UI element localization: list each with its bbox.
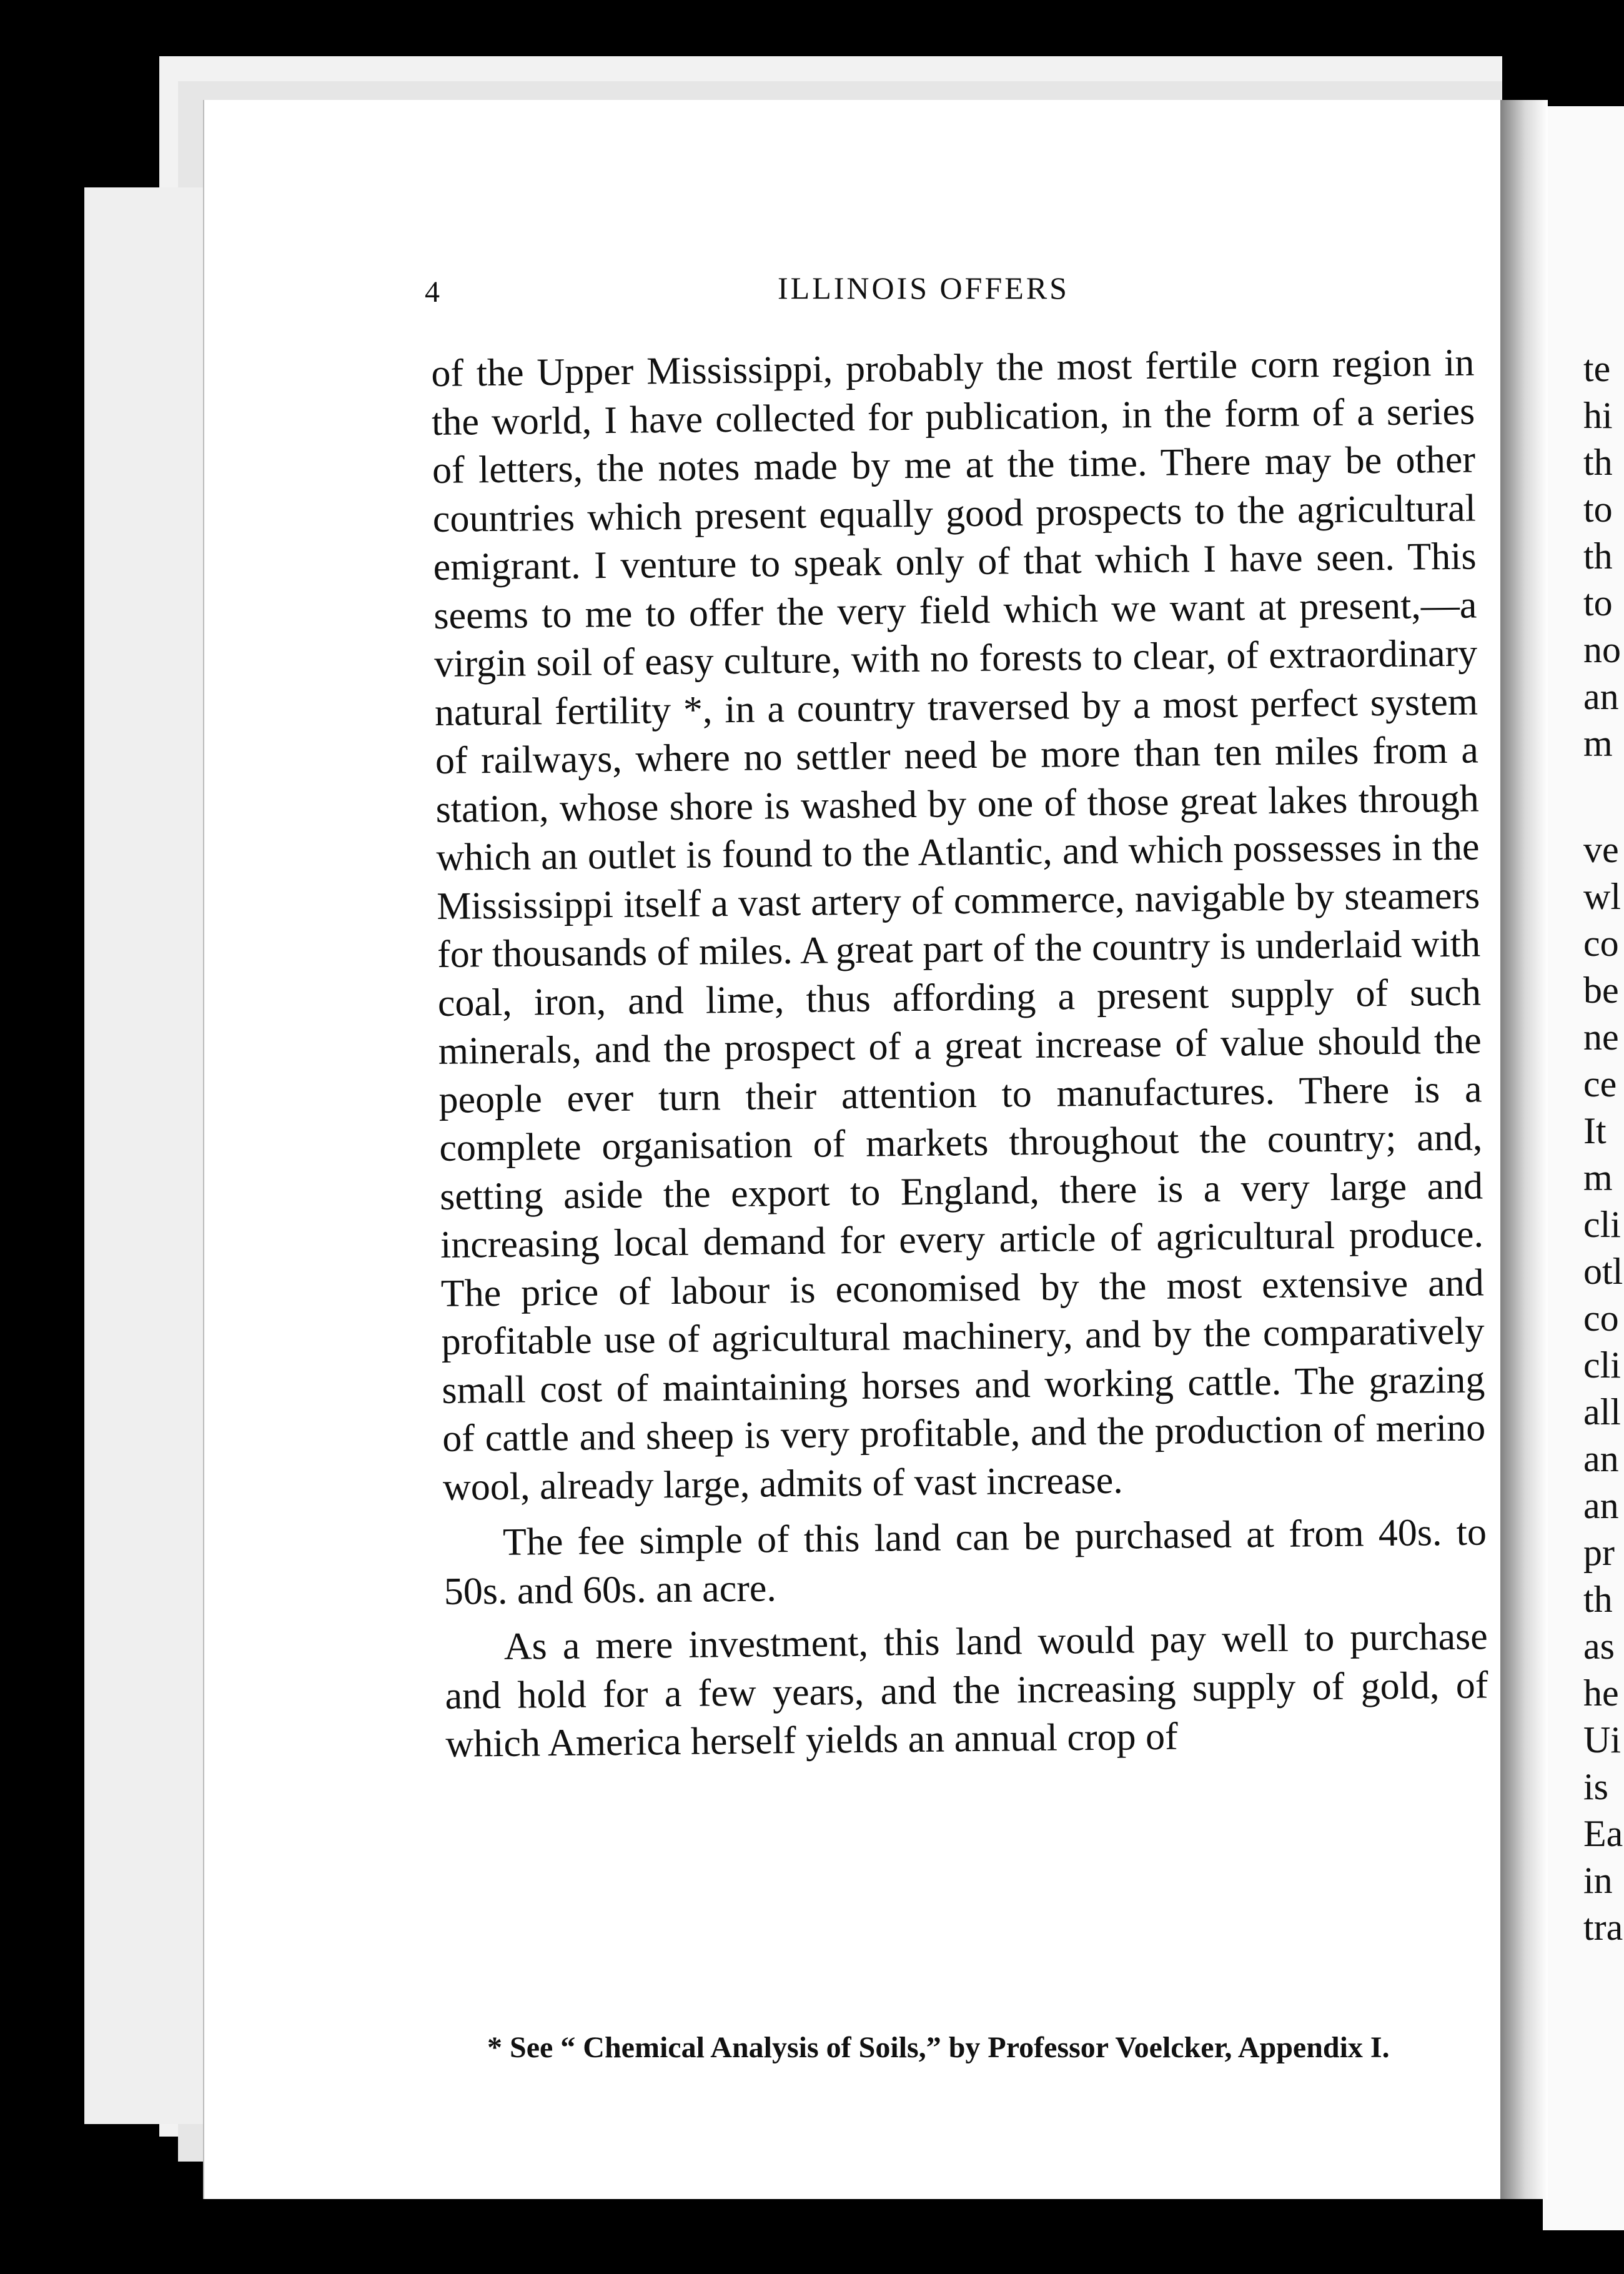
next-page-fragment: m (1583, 1157, 1613, 1198)
page-edge (84, 187, 209, 2124)
next-page-fragment: Ui (1583, 1719, 1621, 1760)
next-page-fragment: co (1583, 1298, 1619, 1339)
next-page-fragment: tra (1583, 1907, 1623, 1948)
next-page-fragment: It (1583, 1110, 1607, 1151)
next-page-fragment: all (1583, 1391, 1621, 1432)
paragraph: As a mere investment, this land would pay well to purchase and hold for a few years, and the increasing supply of gold, of which America herself yields an annual crop of (445, 1615, 1488, 1765)
next-page-fragment: Ea (1583, 1813, 1623, 1854)
next-page-fragment: ne (1583, 1016, 1619, 1058)
running-head: ILLINOIS OFFERS (778, 271, 1069, 305)
next-page-fragment: th (1583, 535, 1613, 577)
footnote: * See “ Chemical Analysis of Soils,” by Professor Voelcker, Appendix I. (487, 2031, 1390, 2064)
next-page-fragment: co (1583, 923, 1619, 964)
next-page-fragment: pr (1583, 1532, 1615, 1573)
next-page-fragment: wl (1583, 876, 1621, 917)
next-page-fragment: cli (1583, 1344, 1621, 1386)
next-page-fragment: be (1583, 970, 1619, 1011)
next-page-fragment: th (1583, 442, 1613, 483)
next-page-fragment: an (1583, 1438, 1619, 1479)
next-page-fragment: as (1583, 1626, 1615, 1667)
next-page-fragment: th (1583, 1579, 1613, 1620)
next-page-fragment: hi (1583, 395, 1613, 436)
next-page-fragment: an (1583, 676, 1619, 717)
paragraph: of the Upper Mississippi, probably the most fertile corn region in the world, I have collected for publication, in the form of a series of letters, the notes made by me at the time. There may be other countries which present equally good prospects to the agricultural emigrant. I venture to speak only of that which I have seen. This seems to me to offer the very field which we want at present,—a virgin soil of easy culture, with no forests to clear, of extraordinary natural fertility *, in a country traversed by a most perfect system of railways, where no settler need be more than ten miles from a station, whose shore is washed by one of those great lakes through which an outlet is found to the Atlantic, and which possesses in the Mississippi itself a vast artery of commerce, navigable by steamers for thousands of miles. A great part of the country is underlaid with coal, iron, and lime, thus affording a present supply of such minerals, and the prospect of a great increase of value should the people ever turn their attention to manufactures. There is a complete organisation of markets throughout the country; and, setting aside the export to England, there is a very large and increasing local demand for every article of agricultural produce. The price of labour is economised by the most extensive and profitable use of agricultural machinery, and by the comparatively small cost of maintaining horses and working cattle. The grazing of cattle and sheep is very profitable, and the production of merino wool, already large, admits of vast increase. (431, 341, 1486, 1509)
next-page-fragment: cli (1583, 1204, 1621, 1245)
next-page-fragment: to (1583, 582, 1613, 623)
next-page-fragment: is (1583, 1766, 1609, 1807)
body-text (431, 339, 1489, 1769)
next-page-fragment: ce (1583, 1063, 1617, 1105)
next-page-fragment: to (1583, 489, 1613, 530)
paragraph: The fee simple of this land can be purchased at from 40s. to 50s. and 60s. an acre. (443, 1511, 1487, 1613)
next-page-fragment: an (1583, 1485, 1619, 1526)
next-page-fragment: ve (1583, 829, 1619, 870)
next-page-fragment: in (1583, 1860, 1613, 1901)
page-number: 4 (425, 276, 440, 309)
next-page-fragment: te (1583, 348, 1611, 389)
page-gutter-shadow (1498, 100, 1548, 2199)
next-page-fragment: no (1583, 629, 1621, 670)
next-page-fragment: he (1583, 1672, 1619, 1714)
next-page-fragment: otl (1583, 1251, 1623, 1292)
next-page-fragment: m (1583, 723, 1613, 764)
